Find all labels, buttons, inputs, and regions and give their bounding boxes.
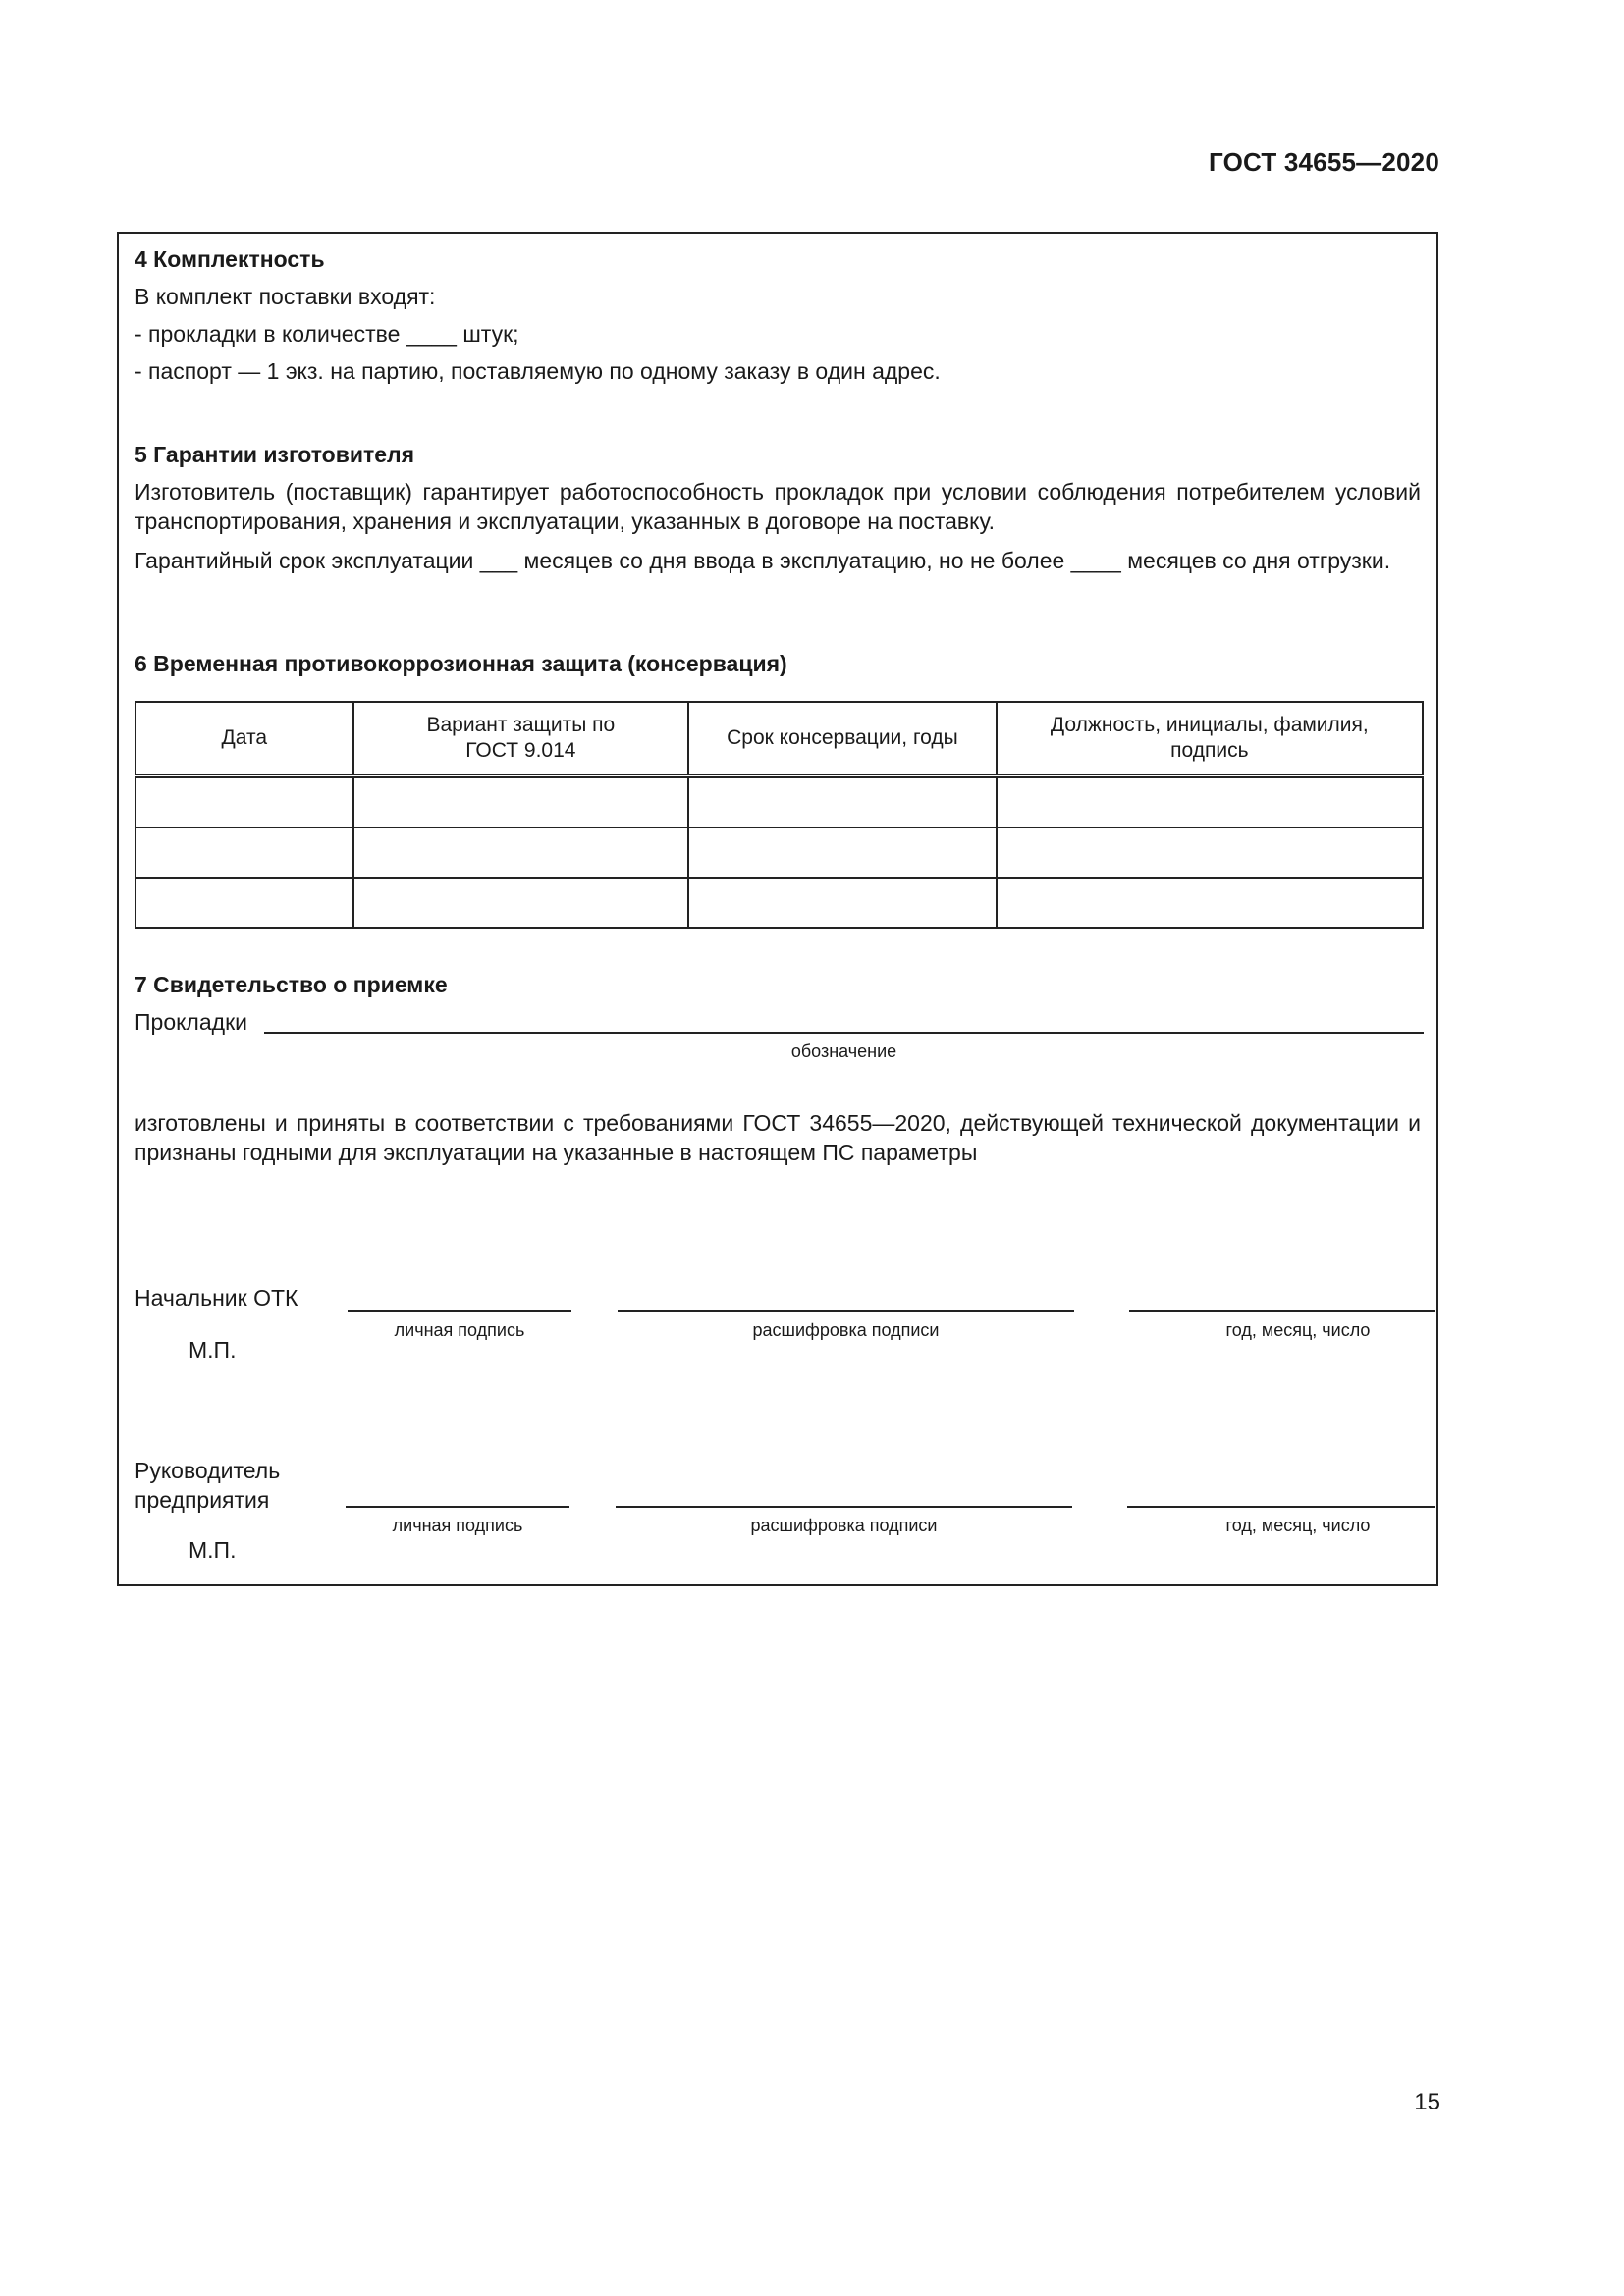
- stamp-placeholder: М.П.: [189, 1337, 237, 1362]
- personal-signature-field[interactable]: [348, 1310, 571, 1312]
- section-4-item-2: - паспорт — 1 экз. на партию, поставляемую по одному заказу в один адрес.: [135, 358, 941, 384]
- table-header-row: [135, 702, 1423, 776]
- item-designation-caption: обозначение: [790, 1041, 897, 1061]
- section-5-paragraph-2: Гарантийный срок эксплуатации ___ месяцев со дня ввода в эксплуатацию, но не более ____ месяцев со дня отгрузки.: [135, 548, 1391, 573]
- section-4-intro: В комплект поставки входят:: [135, 284, 436, 309]
- table-cell[interactable]: [135, 878, 353, 928]
- date-field[interactable]: [1127, 1506, 1435, 1508]
- table-row: [135, 776, 1423, 828]
- passport-form-frame: [117, 232, 1438, 1586]
- section-4-item-1: - прокладки в количестве ____ штук;: [135, 321, 519, 347]
- section-5-title: 5 Гарантии изготовителя: [135, 442, 415, 467]
- date-caption-text: год, месяц, число: [1225, 1516, 1371, 1535]
- column-header-protection-variant: Вариант защиты по ГОСТ 9.014: [353, 702, 689, 776]
- table-cell[interactable]: [997, 776, 1423, 828]
- section-7-title: 7 Свидетельство о приемке: [135, 972, 448, 997]
- item-label: Прокладки: [135, 1009, 247, 1035]
- signature-decoding-field[interactable]: [618, 1310, 1074, 1312]
- column-header-date: Дата: [135, 702, 353, 776]
- conservation-table: [135, 701, 1424, 929]
- table-cell[interactable]: [135, 776, 353, 828]
- table-cell[interactable]: [353, 878, 689, 928]
- table-cell[interactable]: [353, 776, 689, 828]
- date-field[interactable]: [1129, 1310, 1435, 1312]
- table-row: [135, 828, 1423, 878]
- table-cell[interactable]: [135, 828, 353, 878]
- signature-decoding-caption: расшифровка подписи: [752, 1320, 940, 1340]
- personal-signature-caption: личная подпись: [392, 1516, 523, 1535]
- date-caption-text: год, месяц, число: [1225, 1320, 1371, 1340]
- page-number: 15: [1414, 2089, 1440, 2115]
- section-5-paragraph-1: Изготовитель (поставщик) гарантирует работоспособность прокладок при условии соблюдения потребителем условий транспортирования, хранения и эксплуатации, указанных в договоре на поставку.: [135, 479, 1421, 534]
- section-4-title: 4 Комплектность: [135, 246, 325, 272]
- table-cell[interactable]: [997, 878, 1423, 928]
- item-designation-field[interactable]: [264, 1032, 1424, 1034]
- table-cell[interactable]: [997, 828, 1423, 878]
- column-header-conservation-period: Срок консервации, годы: [688, 702, 997, 776]
- signature-role-otk: Начальник ОТК: [135, 1285, 298, 1310]
- signature-decoding-field[interactable]: [616, 1506, 1072, 1508]
- stamp-placeholder: М.П.: [189, 1537, 237, 1563]
- date-caption: [1127, 1511, 1435, 1540]
- section-6-title: 6 Временная противокоррозионная защита (консервация): [135, 651, 787, 676]
- table-cell[interactable]: [688, 878, 997, 928]
- acceptance-statement: изготовлены и приняты в соответствии с требованиями ГОСТ 34655—2020, действующей технической документации и признаны годными для эксплуатации на указанные в настоящем ПС параметры: [135, 1110, 1421, 1165]
- signature-decoding-caption: расшифровка подписи: [750, 1516, 938, 1535]
- personal-signature-caption: личная подпись: [394, 1320, 525, 1340]
- table-row: [135, 878, 1423, 928]
- table-cell[interactable]: [353, 828, 689, 878]
- signature-role-head-line1: Руководитель: [135, 1458, 281, 1483]
- signature-role-head-line2: предприятия: [135, 1487, 270, 1513]
- table-cell[interactable]: [688, 776, 997, 828]
- column-header-signature: Должность, инициалы, фамилия, подпись: [997, 702, 1423, 776]
- table-cell[interactable]: [688, 828, 997, 878]
- personal-signature-field[interactable]: [346, 1506, 569, 1508]
- document-code: ГОСТ 34655—2020: [1209, 147, 1439, 177]
- date-caption: [1129, 1315, 1435, 1345]
